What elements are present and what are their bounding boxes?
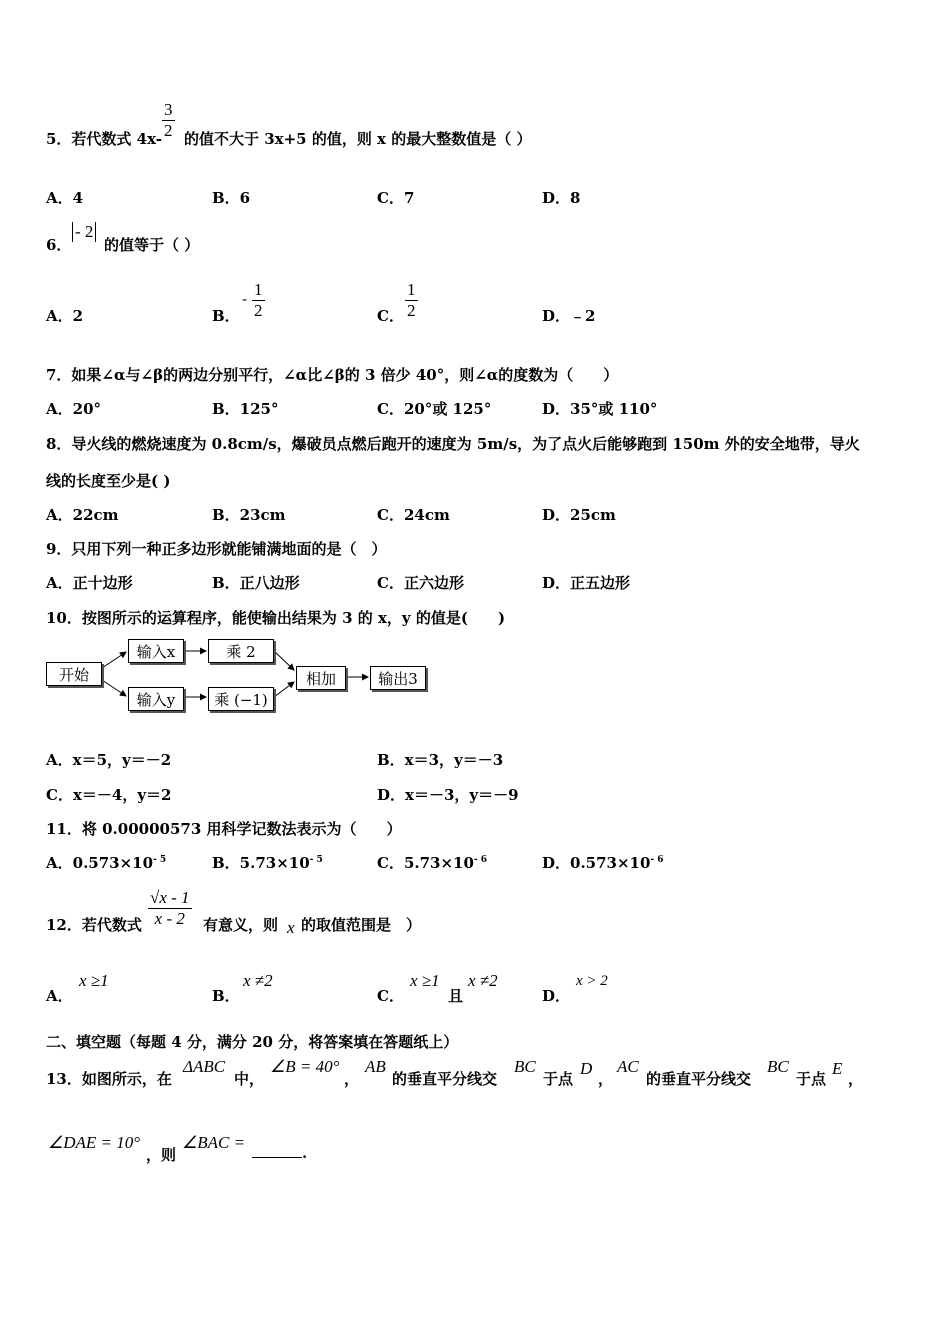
- q7-stem: 7．如果∠α与∠β的两边分别平行，∠α比∠β的 3 倍少 40°，则∠α的度数为（ ）: [46, 366, 619, 384]
- q9-option-c: C．正六边形: [377, 574, 464, 592]
- q13-t9: ，则: [146, 1146, 177, 1164]
- q8-option-a: A．22cm: [46, 506, 119, 524]
- q11-a-base: A．0.573×10: [46, 854, 154, 872]
- q10-option-b: B．x＝3，y＝－3: [377, 751, 504, 769]
- q13-bc2: BC: [767, 1057, 789, 1076]
- q9-option-b: B．正八边形: [212, 574, 300, 592]
- q12-option-b-label: B．: [212, 987, 240, 1005]
- q13-end-period: .: [302, 1144, 308, 1162]
- q12-number: 12．若代数式: [46, 916, 142, 934]
- q12-option-c-and: 且: [448, 987, 464, 1005]
- q8-option-c: C．24cm: [377, 506, 450, 524]
- q7-option-a: A．20°: [46, 400, 102, 418]
- q11-b-exp: - 5: [309, 855, 323, 865]
- q13-t2: ，: [344, 1070, 360, 1088]
- q13-e: E: [832, 1059, 843, 1078]
- answer-blank-line: [252, 1157, 302, 1158]
- q13-d: D: [580, 1059, 593, 1078]
- q5-fraction: [162, 100, 175, 141]
- q12-option-c-part1: x ≥1: [410, 971, 440, 990]
- q13-bc1: BC: [514, 1057, 536, 1076]
- flow-input-x-box: 输入x: [128, 639, 184, 663]
- q13-t8: ，: [848, 1070, 864, 1088]
- q12-fraction: [148, 888, 192, 929]
- q7-option-c: C．20°或 125°: [377, 400, 492, 418]
- q5-option-a: A．4: [46, 189, 84, 207]
- q8-stem-line2: 线的长度至少是( ): [46, 472, 171, 490]
- flow-mul-neg1-box: 乘 (−1): [208, 687, 274, 711]
- q13-t5: ，: [598, 1070, 614, 1088]
- arrow-mul-neg1-to-add: [274, 682, 294, 697]
- q6-option-b-label: B．: [212, 307, 240, 325]
- q11-b-base: B．5.73×10: [212, 854, 310, 872]
- q12-frac-den: x - 2: [148, 908, 192, 929]
- q10-flowchart: [44, 634, 434, 716]
- q6-option-c-label: C．: [377, 307, 404, 325]
- q6-option-a: A．2: [46, 307, 84, 325]
- flow-output-box: 输出3: [370, 666, 426, 690]
- q5-option-d: D．8: [542, 189, 581, 207]
- q12-variable: x: [287, 918, 295, 937]
- q10-option-d: D．x＝－3，y＝－9: [377, 786, 519, 804]
- q10-stem: 10．按图所示的运算程序，能使输出结果为 3 的 x，y 的值是( ): [46, 609, 506, 627]
- q11-stem: 11．将 0.00000573 用科学记数法表示为（ ）: [46, 820, 402, 838]
- q6-number: 6．: [46, 236, 72, 254]
- q11-d-exp: - 6: [650, 855, 664, 865]
- q9-option-a: A．正十边形: [46, 574, 133, 592]
- q6-absolute-value: - 2: [72, 222, 96, 242]
- q11-a-exp: - 5: [153, 855, 167, 865]
- q11-option-d: [542, 852, 664, 873]
- q5-option-b: B．6: [212, 189, 251, 207]
- q5-stem-rest: 的值不大于 3x+5 的值，则 x 的最大整数值是（ ）: [184, 130, 532, 148]
- q13-ac: AC: [617, 1057, 639, 1076]
- q10-option-c: C．x＝－4，y＝2: [46, 786, 172, 804]
- q12-option-a: x ≥1: [79, 971, 109, 990]
- q6-stem: 的值等于（ ）: [104, 236, 200, 254]
- q12-option-d-label: D．: [542, 987, 571, 1005]
- q6-option-d: D．﹣2: [542, 307, 596, 325]
- q6-b-den: 2: [254, 301, 263, 320]
- q6-option-b-sign: -: [242, 290, 248, 308]
- q11-c-base: C．5.73×10: [377, 854, 474, 872]
- q13-t4: 于点: [543, 1070, 574, 1088]
- q13-triangle: ΔABC: [183, 1057, 226, 1076]
- q13-angle-dae: ∠DAE = 10°: [48, 1133, 141, 1152]
- q10-option-a: A．x＝5，y＝－2: [46, 751, 172, 769]
- q12-stem: 有意义，则: [203, 916, 279, 934]
- q11-d-base: D．0.573×10: [542, 854, 651, 872]
- q12-option-c-part2: x ≠2: [468, 971, 498, 990]
- q13-angle-bac: ∠BAC =: [182, 1133, 246, 1152]
- flow-mul2-box: 乘 2: [208, 639, 274, 663]
- q6-option-b-fraction: [252, 280, 265, 321]
- q13-t6: 的垂直平分线交: [646, 1070, 752, 1088]
- q5-option-c: C．7: [377, 189, 415, 207]
- arrow-start-to-input-x: [102, 652, 126, 668]
- q13-t1: 中，: [234, 1070, 265, 1088]
- q11-c-exp: - 6: [473, 855, 488, 865]
- q6-c-num: 1: [407, 280, 416, 299]
- q12-frac-num: √x - 1: [150, 888, 190, 907]
- flow-add-box: 相加: [296, 666, 346, 690]
- q7-option-b: B．125°: [212, 400, 279, 418]
- arrow-mul2-to-add: [274, 651, 294, 670]
- q13-ab: AB: [365, 1057, 386, 1076]
- q8-option-d: D．25cm: [542, 506, 616, 524]
- q13-t3: 的垂直平分线交: [392, 1070, 498, 1088]
- q5-stem: 5．若代数式 4x-: [46, 130, 163, 148]
- q11-option-a: [46, 852, 166, 873]
- q6-option-c-fraction: [405, 280, 418, 321]
- q12-option-c-label: C．: [377, 987, 404, 1005]
- section2-title: 二、填空题（每题 4 分，满分 20 分，将答案填在答题纸上）: [46, 1033, 459, 1051]
- q12-option-a-label: A．: [46, 987, 73, 1005]
- q13-t7: 于点: [796, 1070, 827, 1088]
- q5-frac-den: 2: [164, 121, 173, 140]
- q6-c-den: 2: [407, 301, 416, 320]
- q9-option-d: D．正五边形: [542, 574, 631, 592]
- q6-b-num: 1: [254, 280, 263, 299]
- flow-start-box: 开始: [46, 662, 102, 686]
- q13-answer-blank[interactable]: [252, 1144, 307, 1162]
- q11-option-c: [377, 852, 487, 873]
- q8-option-b: B．23cm: [212, 506, 286, 524]
- arrow-start-to-input-y: [102, 680, 126, 696]
- q13-number: 13．如图所示，在: [46, 1070, 172, 1088]
- q5-frac-num: 3: [164, 100, 173, 119]
- q7-option-d: D．35°或 110°: [542, 400, 658, 418]
- q8-stem-line1: 8．导火线的燃烧速度为 0.8cm/s，爆破员点燃后跑开的速度为 5m/s，为了点火后能够跑到 150m 外的安全地带，导火: [46, 435, 860, 453]
- q9-stem: 9．只用下列一种正多边形就能铺满地面的是（ ）: [46, 540, 387, 558]
- q12-stem-rest: 的取值范围是 ）: [301, 916, 422, 934]
- q12-option-d: x > 2: [576, 973, 608, 989]
- q12-option-b: x ≠2: [243, 971, 273, 990]
- flow-input-y-box: 输入y: [128, 687, 184, 711]
- q11-option-b: [212, 852, 323, 873]
- q13-angle-b: ∠B = 40°: [270, 1057, 340, 1076]
